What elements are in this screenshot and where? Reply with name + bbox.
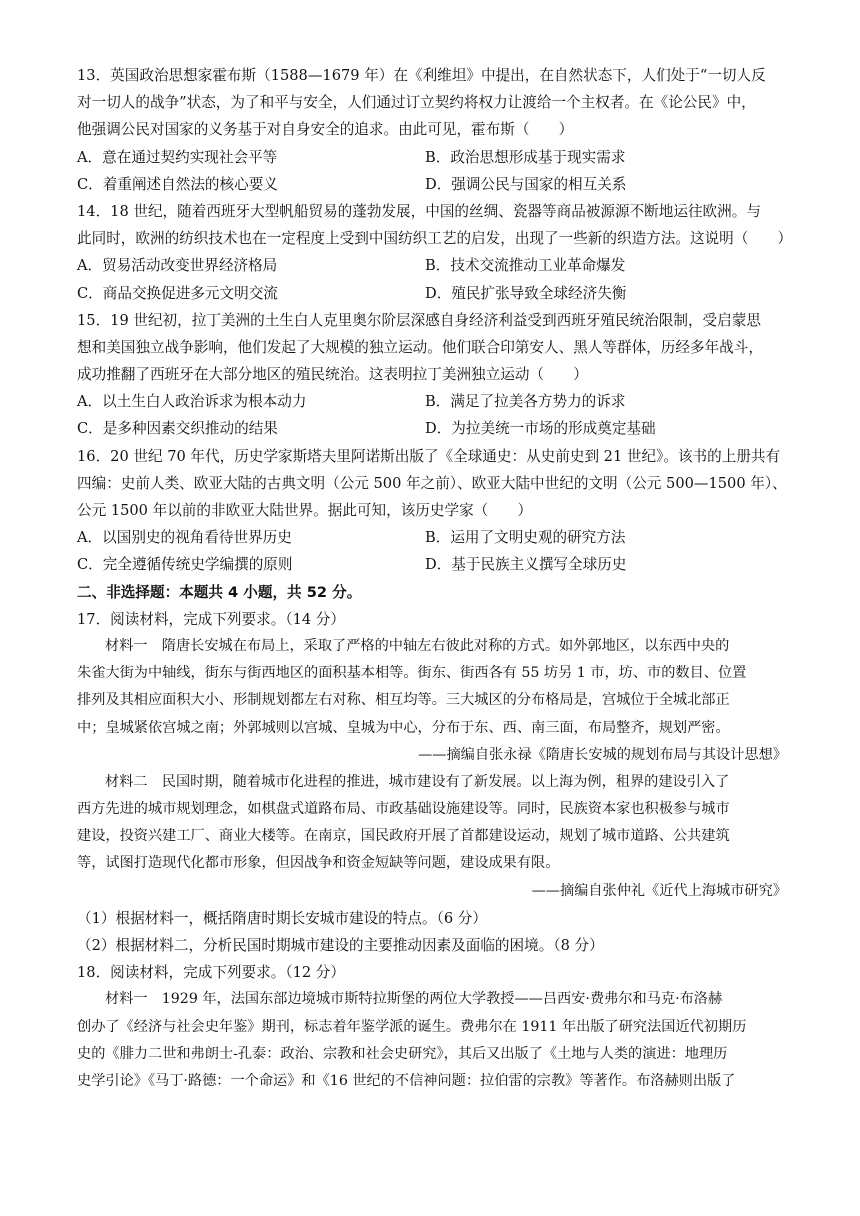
question-stem-line: 13．英国政治思想家霍布斯（1588—1679 年）在《利维坦》中提出，在自然状态下，人们处于“一切人反 <box>77 67 766 84</box>
question-stem-line: 15．19 世纪初，拉丁美洲的土生白人克里奥尔阶层深感自身经济利益受到西班牙殖民统治限制，受启蒙思 <box>77 311 761 329</box>
option-b: B．政治思想形成基于现实需求 <box>425 148 626 166</box>
question-16 <box>77 443 787 579</box>
option-a: A．贸易活动改变世界经济格局 <box>77 257 278 275</box>
question-stem-line: 此同时，欧洲的纺织技术也在一定程度上受到中国纺织工艺的启发，出现了一些新的织造方法。这说明（ ） <box>77 230 793 248</box>
question-stem-line: 公元 1500 年以前的非欧亚大陆世界。据此可知，该历史学家（ ） <box>77 502 533 519</box>
question-18 <box>77 959 787 1095</box>
question-14 <box>77 198 793 307</box>
question-15 <box>77 307 787 443</box>
material-source: ——摘编自张永禄《隋唐长安城的规划布局与其设计思想》 <box>418 746 787 763</box>
option-c: C．商品交换促进多元文明交流 <box>77 284 278 302</box>
material-line: 建设，投资兴建工厂、商业大楼等。在南京，国民政府开展了首都建设运动，规划了城市道路、公共建筑 <box>77 828 730 845</box>
material-line: 排列及其相应面积大小、形制规划都左右对称、相互均等。三大城区的分布格局是，宫城位于全城北部正 <box>77 692 730 709</box>
question-stem-line: 四编：史前人类、欧亚大陆的古典文明（公元 500 年之前）、欧亚大陆中世纪的文明（公元 500—1500 年）、 <box>77 474 787 492</box>
option-d: D．强调公民与国家的相互关系 <box>425 175 627 193</box>
requirement-2: （2）根据材料二，分析民国时期城市建设的主要推动因素及面临的困境。（8 分） <box>77 937 604 954</box>
option-c: C．着重阐述自然法的核心要义 <box>77 175 278 193</box>
material-line: 创办了《经济与社会史年鉴》期刊，标志着年鉴学派的诞生。费弗尔在 1911 年出版了研究法国近代初期历 <box>77 1018 747 1035</box>
material-line: 材料一 1929 年，法国东部边境城市斯特拉斯堡的两位大学教授——吕西安·费弗尔和马克·布洛赫 <box>105 991 723 1008</box>
material-line: 朱雀大街为中轴线，街东与街西地区的面积基本相等。街东、街西各有 55 坊另 1 市，坊、市的数目、位置 <box>77 665 747 682</box>
material-line: 史的《腓力二世和弗朗士-孔泰：政治、宗教和社会史研究》，其后又出版了《土地与人类的演进：地理历 <box>77 1045 728 1062</box>
question-stem-line: 想和美国独立战争影响，他们发起了大规模的独立运动。他们联合印第安人、黑人等群体，历经多年战斗， <box>77 338 763 356</box>
question-stem-line: 16．20 世纪 70 年代，历史学家斯塔夫里阿诺斯出版了《全球通史：从史前史到 21 世纪》。该书的上册共有 <box>77 447 781 465</box>
material-line: 中；皇城紧依宫城之南；外郭城则以宫城、皇城为中心，分布于东、西、南三面，布局整齐，规划严密。 <box>77 719 730 736</box>
material-line: 西方先进的城市规划理念，如棋盘式道路布局、市政基础设施建设等。同时，民族资本家也积极参与城市 <box>77 801 730 818</box>
option-a: A．以土生白人政治诉求为根本动力 <box>77 393 307 411</box>
question-head: 17．阅读材料，完成下列要求。（14 分） <box>77 610 345 628</box>
material-line: 材料一 隋唐长安城在布局上，采取了严格的中轴左右彼此对称的方式。如外郭地区，以东西中央的 <box>105 637 730 654</box>
option-d: D．为拉美统一市场的形成奠定基础 <box>425 420 656 438</box>
option-b: B．运用了文明史观的研究方法 <box>425 529 626 547</box>
question-stem-line: 对一切人的战争”状态，为了和平与安全，人们通过订立契约将权力让渡给一个主权者。在《论公民》中， <box>77 94 756 112</box>
question-stem-line: 14．18 世纪，随着西班牙大型帆船贸易的蓬勃发展，中国的丝绸、瓷器等商品被源源不断地运往欧洲。与 <box>77 202 761 220</box>
option-d: D．殖民扩张导致全球经济失衡 <box>425 284 627 302</box>
option-b: B．满足了拉美各方势力的诉求 <box>425 393 626 411</box>
option-a: A．以国别史的视角看待世界历史 <box>77 529 292 547</box>
question-stem-line: 他强调公民对国家的义务基于对自身安全的追求。由此可见，霍布斯（ ） <box>77 121 574 139</box>
material-source: ——摘编自张仲礼《近代上海城市研究》 <box>531 882 787 899</box>
question-17 <box>77 606 787 959</box>
exam-page <box>77 62 793 1095</box>
option-a: A．意在通过契约实现社会平等 <box>77 148 278 166</box>
question-stem-line: 成功推翻了西班牙在大部分地区的殖民统治。这表明拉丁美洲独立运动（ ） <box>77 366 588 384</box>
option-c: C．是多种因素交织推动的结果 <box>77 420 278 438</box>
question-head: 18．阅读材料，完成下列要求。（12 分） <box>77 964 345 982</box>
material-line: 材料二 民国时期，随着城市化进程的推进，城市建设有了新发展。以上海为例，租界的建设引入了 <box>105 773 730 790</box>
section-heading: 二、非选择题：本题共 4 小题，共 52 分。 <box>77 583 362 601</box>
question-13 <box>77 62 787 198</box>
material-line: 等，试图打造现代化都市形象，但因战争和资金短缺等问题，建设成果有限。 <box>77 855 560 872</box>
requirement-1: （1）根据材料一，概括隋唐时期长安城市建设的特点。（6 分） <box>77 909 487 927</box>
option-b: B．技术交流推动工业革命爆发 <box>425 257 626 275</box>
option-c: C．完全遵循传统史学编撰的原则 <box>77 556 293 574</box>
material-line: 史学引论》《马丁·路德：一个命运》和《16 世纪的不信神问题：拉伯雷的宗教》等著作。布洛赫则出版了 <box>77 1072 736 1089</box>
option-d: D．基于民族主义撰写全球历史 <box>425 556 627 574</box>
